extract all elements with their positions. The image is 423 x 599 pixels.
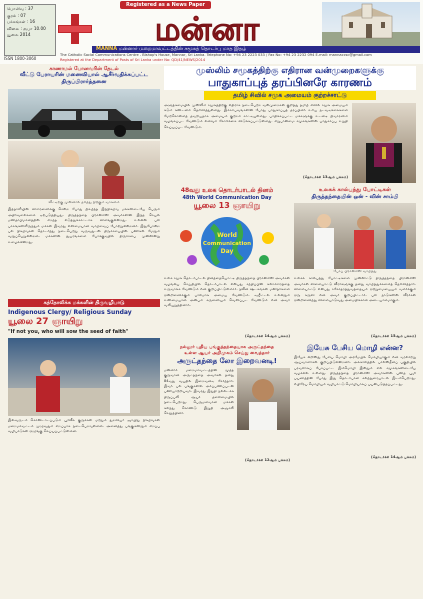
edition-line: யூலை 2014	[7, 32, 31, 38]
lead-row	[164, 103, 416, 183]
pope-players-photo	[294, 203, 416, 269]
subtitle-manna: MANNA	[96, 46, 118, 52]
pope-blessing-photo	[8, 141, 160, 199]
story1-headline: வீட்டு பேராயரின் மனைவியால் ஆசீர்வதிக்கப்பட்ட திருப்பிரார்த்தனை	[19, 72, 148, 85]
car-photo	[8, 89, 160, 139]
story1-caption: வீட்டிற்கு முன்னால் தரித்து நிற்கும் வாகனம்	[48, 200, 120, 204]
left-column	[8, 66, 160, 446]
edition-line: குரல் : 07	[7, 12, 26, 18]
bishop-photo	[352, 103, 416, 183]
masthead-logo	[96, 2, 318, 46]
comm-date: யூலை 13 ஞாயிறு	[193, 201, 261, 210]
priest-photo	[237, 368, 290, 430]
subtitle-text: மன்னார் மறைமாவட்டத்தின் சமூகத் தொடர்பு மாத இதழ்	[118, 46, 247, 52]
lead-cont: (தொடர்ச்சி 13ஆம் பக்கம்)	[303, 175, 348, 179]
story4-body: இயேசு கிறிஸ்து பேசிய மொழி அரமேயிக் மொழியாகும் என வரலாற்று ஆய்வாளர்கள் குறிப்பிடுகின்றனர். அக்காலத்தில் பாலஸ்தீனப் பகுதியில் பரவலாகப் பேசப்பட்ட இம்மொழி இன்றும் சில சமூகங்களிடையே வழக்கில் உள்ளது. திருத்தந்தை பிரான்சிஸ் அவர்களின் புனித பூமி பயணத்தின் போது இது தொடர்பான கலந்துரையாடல் இடம்பெற்றது. எபிரேய மொழியும் வழிபாட்டு மொழியாகப் பயன்படுத்தப்பட்டது.	[294, 354, 416, 386]
address-block	[60, 53, 420, 63]
lead-body: அளுத்கமையில் முஸ்லிம் சமூகத்திற்கு எதிராக நடைபெற்ற வன்முறைகள் குறித்து தமிழ் சிவில் சமூக அமையம் கடும் கண்டனம் தெரிவித்துள்ளது. இச்சம்பவங்களின் போது பாதுகாப்புத் தரப்பினர் உரிய நடவடிக்கைகளை மேற்கொள்ளத் தவறியதாக அமையம் குற்றம் சாட்டியுள்ளது. பாதிக்கப்பட்ட மக்களுக்கு உடனடி நிவாரணம் வழங்கப்பட வேண்டும் எனவும் கோரிக்கை விடுக்கப்பட்டுள்ளது. சிறுபான்மை சமூகங்களின் பாதுகாப்பு உறுதி செய்யப்பட வேண்டும்.	[164, 103, 348, 129]
pope-figure-icon	[8, 141, 160, 199]
story3-kicker2: உள்ள ஆயர் அறிமுகம் செய்து வைத்தார்	[184, 350, 270, 356]
clergy-figure-icon	[8, 338, 160, 416]
lead-line2: பாதுகாப்புத் தரப்பினரே காரணம்	[164, 76, 416, 90]
edition-box	[4, 4, 56, 56]
story2-kicker: கத்தோலிக்க மக்களின் திருவழிபாடு	[8, 299, 160, 307]
edition-line: விலை : ரூபா 10.00	[7, 25, 46, 31]
cathedral-icon	[322, 2, 420, 46]
globe-icon	[172, 214, 282, 272]
cross-icon	[58, 14, 92, 44]
fifa-kicker: உலகக் கால்பந்து போட்டிகள்	[319, 187, 391, 193]
fifa-caption: போப் பிரான்சிஸ் வாழ்த்து	[333, 269, 377, 273]
comm-cont: (தொடர்ச்சி 14ஆம் பக்கம்)	[245, 334, 290, 339]
fifa-body: உலகக் கால்பந்து போட்டிகளை முன்னிட்டு திருத்தந்தை பிரான்சிஸ் அவர்கள் விளையாட்டு வீரர்களுக்கு தனது வாழ்த்துக்களைத் தெரிவித்தார். விளையாட்டு என்பது சகோதரத்துவத்தையும் ஒற்றுமையையும் வளர்க்கும் ஒரு கருவி என அவர் குறிப்பிட்டார். பல நாடுகளின் வீரர்கள் ஒன்றிணைந்து விளையாடுவது அமைதிக்கான அடையாளமாகும்.	[294, 276, 416, 303]
masthead-title: மன்னா	[154, 10, 260, 46]
globe-label-1: World	[217, 232, 237, 239]
registered-tag: Registered as a News Paper	[120, 1, 211, 9]
bishop-portrait-icon	[352, 103, 416, 183]
story3-cont: (தொடர்ச்சி 12ஆம் பக்கம்)	[245, 457, 290, 462]
comm-english: 48th World Communication Day	[182, 195, 272, 201]
story2-quote: "If not you, who will sow the seed of faith"	[8, 329, 129, 336]
globe-label-2: Communication	[202, 241, 252, 247]
story4-headline: இயேசு பேசிய மொழி என்ன?	[306, 343, 404, 352]
middle-row	[164, 187, 416, 274]
globe-label-3: Day	[220, 248, 234, 255]
car-icon	[8, 89, 160, 139]
fifa-cont: (தொடர்ச்சி 15ஆம் பக்கம்)	[371, 334, 416, 339]
text-row	[164, 276, 416, 339]
lead-line1: முஸ்லிம் சமூகத்திற்கு எதிரான வன்முறைகளுக்கு	[164, 66, 416, 76]
comm-body: உலக சமூக தொடர்பாடல் தினத்தையொட்டி திருத்தந்தை பிரான்சிஸ் அவர்கள் வழங்கிய செய்தியில் தொடர்பாடல் என்பது சந்திப்பின் கலாச்சாரத்தை உருவாக்க வேண்டும் என குறிப்பிட்டுள்ளார். நவீன ஊடகங்கள் மனிதர்களை ஒன்றிணைக்கும் பாலமாக அமைய வேண்டும். டிஜிட்டல் உலகிலும் உண்மையான அன்பும் கருணையும் வெளிப்பட வேண்டும் என அவர் வலியுறுத்தினார்.	[164, 276, 290, 308]
registered-line: Registered at the Department of Posts of Sri Lanka under No: QD/41/NEWS/2014	[60, 58, 206, 62]
story2-english: Indigenous Clergy/ Religious Sunday	[8, 309, 132, 317]
clergy-photo	[8, 338, 160, 416]
priest-portrait-icon	[237, 368, 290, 430]
comm-line1: 48வது உலக தொடர்பாடல் தினம்	[180, 187, 274, 194]
story3-body: மன்னார் மறைமாவட்டத்தின் மூத்த குருவான அருட்தந்தை அவர்கள் தனது 84வது வயதில் இறைவனடி சேர்ந்தார். இவர் பல பங்குகளில் அர்ப்பணிப்புடன் பணியாற்றியவர். இவரது இறுதி நல்லடக்க திருப்பலி ஆயர் தலைமையில் நடைபெற்றது. பெருமளவான மக்கள் கலந்து கொண்டு இறுதி அஞ்சலி செலுத்தினர்.	[164, 367, 234, 416]
cathedral-photo	[322, 2, 420, 46]
story1-body: இத்தாலியின் விசாரணைக்கு சென்ற போது நிகழ்ந்த இந்நிகழ்வு மக்களிடையே பெரும் அதிர்வலைகளை ஏற்படுத்தியது. திருத்தந்தை பிரான்சிஸ் அவர்களின் இந்த செயல் மனிதாபிமானத்தின் சிறந்த எடுத்துக்காட்டாக விளங்குகின்றது. உலகின் பல பாகங்களிலிருந்தும் மக்கள் இவரது எளிமையான வாழ்வைப் போற்றுகின்றனர். இதுபோன்ற பல நிகழ்வுகள் தொடர்ந்து நடைபெற்று வருவதுடன் திருச்சபையின் பணிகள் மேலும் வலுப்பெறுகின்றன. மக்களின் துயரங்களை போக்குவதில் திருச்சபை முன்னின்று உழைக்கின்றது.	[8, 207, 160, 244]
story3-headline: அருட்தந்தை லோ இறைவனடி!	[177, 356, 277, 365]
story3-kicker: நல்லூர் புதிய பங்குத்தந்தையாக அருட்தந்தை	[179, 344, 275, 350]
right-column	[164, 66, 416, 463]
story2-body: இவ்வருடம் கொண்டாடப்படும் பூர்வீக குருக்கள் மற்றும் துறவியர் ஞாயிறு நிகழ்வுகள் மறைமாவட்டம் முழுவதும் சிறப்பாக நடைபெறவுள்ளன. அனைத்து பங்குகளிலும் சிறப்பு வழிபாடுகள் ஒழுங்கு செய்யப்பட்டுள்ளன.	[8, 418, 160, 434]
address-line: The Catholic Social Communications Centre - Bishop's House, Mannar, Sri Lanka. Telephone No: +94 23 2223 033 / Fax No: +94 23 2232 094 E-mail: mannaccsc@gmail.com	[60, 53, 372, 57]
bottom-row	[164, 344, 416, 463]
pope-players-icon	[294, 203, 416, 269]
issn: ISSN 1800-3060	[4, 56, 37, 61]
story1-kicker: காணாமல் போனவரின் தேடல்	[49, 66, 119, 72]
story2-date: யூலை 27 ஞாயிறு	[8, 317, 83, 328]
edition-line: பக்கங்கள் : 16	[7, 19, 35, 25]
masthead	[0, 0, 423, 64]
subtitle-strip	[92, 46, 420, 53]
lead-line3: தமிழ் சிவில் சமூக அமையம் குற்றச்சாட்டு	[204, 91, 376, 100]
edition-line: பொலிவு : 37	[7, 6, 34, 11]
story4-cont: (தொடர்ச்சி 14ஆம் பக்கம்)	[371, 454, 416, 459]
fifa-headline: திருத்தந்தையின் ஒன் - வின் சாம்பி	[311, 194, 399, 200]
globe-graphic	[164, 213, 290, 273]
